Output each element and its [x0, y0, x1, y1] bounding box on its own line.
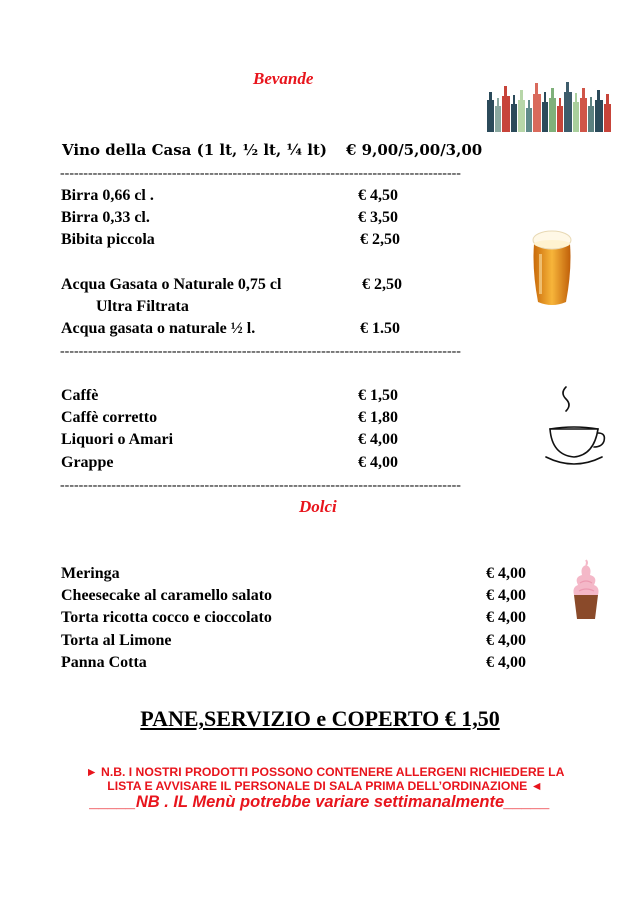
- menu-item-label: Grappe: [61, 454, 114, 471]
- section-title-bevande: Bevande: [253, 69, 314, 88]
- menu-item-price: € 4,00: [486, 609, 526, 626]
- menu-item-label: Caffè: [61, 387, 99, 404]
- menu-item-label: Liquori o Amari: [61, 431, 174, 448]
- menu-item-label: Torta al Limone: [61, 632, 172, 649]
- menu-item-label: Acqua gasata o naturale ½ l.: [61, 320, 256, 337]
- divider: --------------------------------------------------------------------------------------: [60, 167, 461, 181]
- menu-item-label: Panna Cotta: [61, 654, 147, 671]
- menu-item-label: Meringa: [61, 565, 120, 582]
- menu-item-label: Birra 0,33 cl.: [61, 209, 150, 226]
- beer-glass-icon: [530, 230, 574, 310]
- menu-item-price: € 4,00: [486, 654, 526, 671]
- allergen-notice-line2: LISTA E AVVISARE IL PERSONALE DI SALA PRIMA DELL’ORDINAZIONE ◄: [107, 779, 543, 793]
- menu-item-price: € 2,50: [362, 276, 402, 293]
- menu-item-price: € 4,00: [486, 565, 526, 582]
- menu-item-label: Torta ricotta cocco e cioccolato: [61, 609, 272, 626]
- menu-item-price: € 1,50: [358, 387, 398, 404]
- menu-item-price: € 4,00: [358, 431, 398, 448]
- menu-item-price: € 4,00: [486, 587, 526, 604]
- divider: --------------------------------------------------------------------------------------: [60, 345, 461, 359]
- menu-item-label: Caffè corretto: [61, 409, 158, 426]
- menu-item-price: € 3,50: [358, 209, 398, 226]
- coffee-cup-icon: [540, 385, 606, 469]
- menu-item-price: € 1.50: [360, 320, 400, 337]
- vino-price: € 9,00/5,00/3,00: [346, 141, 483, 159]
- menu-item-price: € 2,50: [360, 231, 400, 248]
- menu-item-price: € 4,00: [486, 632, 526, 649]
- ice-cream-icon: [568, 557, 604, 621]
- menu-item-price: € 4,50: [358, 187, 398, 204]
- menu-item-label: Bibita piccola: [61, 231, 155, 248]
- menu-item-price: € 1,80: [358, 409, 398, 426]
- section-title-dolci: Dolci: [299, 497, 337, 516]
- menu-item-label: Cheesecake al caramello salato: [61, 587, 273, 604]
- divider: --------------------------------------------------------------------------------------: [60, 479, 461, 493]
- allergen-notice-line1: ► N.B. I NOSTRI PRODOTTI POSSONO CONTENERE ALLERGENI RICHIEDERE LA: [85, 765, 565, 779]
- menu-variation-notice: _____NB . IL Menù potrebbe variare settimanalmente_____: [89, 793, 551, 811]
- menu-item-label: Birra 0,66 cl .: [61, 187, 154, 204]
- menu-item-price: € 4,00: [358, 454, 398, 471]
- bottles-icon: [485, 80, 615, 132]
- menu-item-subtitle: Ultra Filtrata: [96, 298, 189, 315]
- menu-item-label: Acqua Gasata o Naturale 0,75 cl: [61, 276, 282, 293]
- vino-label: Vino della Casa (1 lt, ½ lt, ¼ lt): [62, 141, 327, 159]
- coperto-heading: PANE,SERVIZIO e COPERTO € 1,50: [140, 706, 500, 731]
